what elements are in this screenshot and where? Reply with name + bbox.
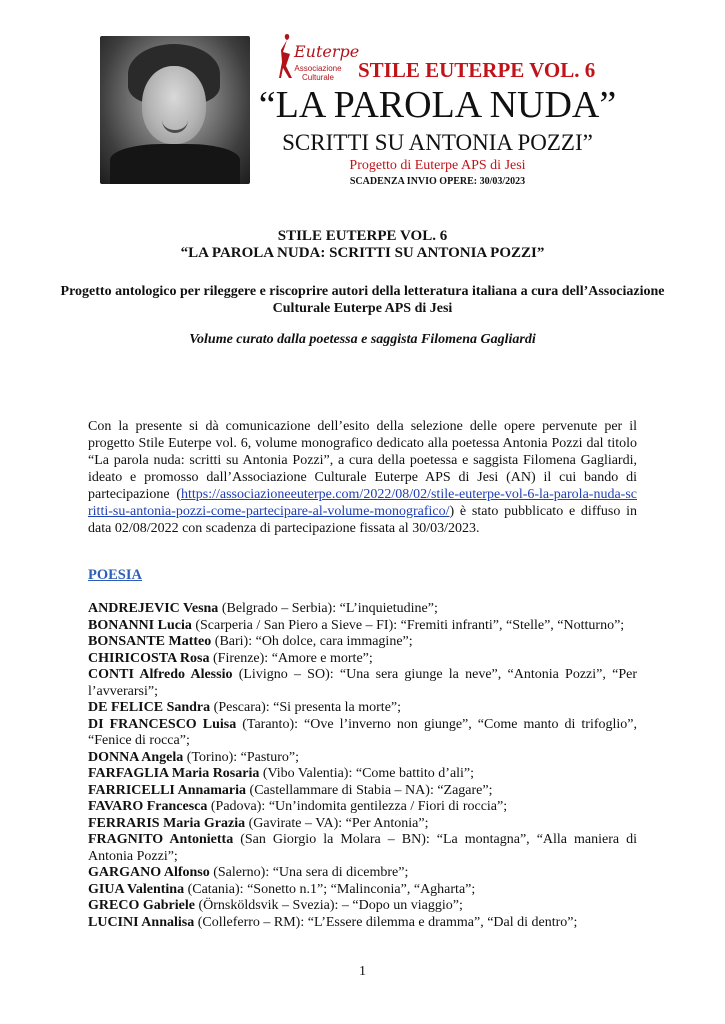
author-name: FARRICELLI Annamaria [88, 782, 247, 798]
author-details: (Catania): “Sonetto n.1”; “Malinconia”, “Agharta”; [184, 881, 476, 897]
photo-coat [110, 144, 240, 184]
author-details: (Salerno): “Una sera di dicembre”; [209, 865, 409, 880]
list-item [88, 898, 637, 915]
banner-volume: STILE EUTERPE VOL. 6 [358, 58, 596, 82]
author-details: (Colleferro – RM): “L’Essere dilemma e dramma”, “Dal di dentro”; [194, 914, 578, 930]
author-name: DE FELICE Sandra [88, 700, 211, 715]
list-item [88, 882, 637, 899]
author-name: GARGANO Alfonso [88, 865, 210, 880]
author-details: (Pescara): “Si presenta la morte”; [210, 700, 402, 715]
author-name: FRAGNITO Antonietta [88, 832, 234, 847]
logo-wordmark: Euterpe [294, 42, 360, 61]
author-name: CONTI Alfredo Alessio [88, 667, 233, 682]
author-name: DONNA Angela [88, 749, 184, 765]
logo-subtitle: Associazione Culturale [294, 64, 342, 82]
list-item [88, 750, 637, 767]
author-name: GRECO Gabriele [88, 898, 195, 913]
banner-project: Progetto di Euterpe APS di Jesi [349, 158, 526, 173]
page-title-line1: STILE EUTERPE VOL. 6 [277, 228, 448, 244]
author-name: ANDREJEVIC Vesna [88, 601, 219, 616]
author-details: (Livigno – SO): “Una sera giunge la neve”, “Antonia Pozzi”, “Per l’avverarsi”; [88, 667, 637, 699]
section-title-poesia: POESIA [88, 567, 142, 583]
list-item [88, 634, 637, 651]
author-details: (Padova): “Un’indomita gentilezza / Fiori di roccia”; [207, 799, 508, 814]
author-details: (Belgrado – Serbia): “L’inquietudine”; [218, 601, 438, 616]
author-name: FERRARIS Maria Grazia [88, 815, 246, 831]
author-name: FAVARO Francesca [88, 799, 208, 814]
author-details: (Gavirate – VA): “Per Antonia”; [245, 815, 429, 831]
intro-paragraph [88, 418, 637, 537]
banner-deadline: SCADENZA INVIO OPERE: 30/03/2023 [349, 176, 526, 187]
list-item [88, 717, 637, 750]
author-name: FARFAGLIA Maria Rosaria [88, 766, 260, 781]
project-description: Progetto antologico per rileggere e riscoprire autori della letteratura italiana a cura dell’Associazione Culturale Euterpe APS di Jesi [60, 284, 665, 316]
intro-text-after: ) è stato pubblicato e diffuso in data 02/08/2022 con scadenza di partecipazione fissata al 30/03/2023. [88, 504, 637, 536]
curator-line: Volume curato dalla poetessa e saggista Filomena Gagliardi [189, 332, 536, 347]
list-item [88, 601, 637, 618]
author-details: (Firenze): “Amore e morte”; [209, 650, 373, 666]
list-item [88, 700, 637, 717]
poetry-list [88, 601, 637, 931]
author-name: GIUA Valentina [88, 881, 185, 897]
intro-text-before: Con la presente si dà comunicazione dell’esito della selezione delle opere pervenute per il progetto Stile Euterpe vol. 6, volume monografico dedicato alla poetessa Antonia Pozzi dal titolo “La parola nuda: scritti su Antonia Pozzi”, a cura della poetessa e saggista Filomena Gagliardi, ideato e promosso dall’Associazione Culturale Euterpe APS di Jesi (AN) il cui bando di partecipazione ( [88, 419, 637, 502]
list-item [88, 799, 637, 816]
author-details: (San Giorgio la Molara – BN): “La montagna”, “Alla maniera di Antonia Pozzi”; [88, 832, 638, 864]
list-item [88, 816, 637, 833]
call-link[interactable]: https://associazioneeuterpe.com/2022/08/02/stile-euterpe-vol-6-la-parola-nuda-scritti-su-antonia-pozzi-come-partecipare-al-volume-monografico/ [88, 487, 637, 519]
author-name: LUCINI Annalisa [88, 914, 195, 930]
list-item [88, 618, 637, 635]
banner-subtitle: SCRITTI SU ANTONIA POZZI” [282, 130, 593, 155]
author-name: BONANNI Lucia [88, 617, 192, 633]
author-details: (Torino): “Pasturo”; [183, 749, 299, 765]
list-item [88, 783, 637, 800]
author-name: DI FRANCESCO Luisa [88, 716, 237, 732]
header-banner [100, 30, 625, 190]
author-details: (Örnsköldsvik – Svezia): – “Dopo un viaggio”; [194, 898, 463, 913]
banner-title: “LA PAROLA NUDA” [258, 84, 617, 126]
list-item [88, 667, 637, 700]
author-details: (Bari): “Oh dolce, cara immagine”; [211, 634, 413, 649]
page-title-line2: “LA PAROLA NUDA: SCRITTI SU ANTONIA POZZI” [180, 245, 545, 261]
list-item [88, 766, 637, 783]
author-details: (Taranto): “Ove l’inverno non giunge”, “Come manto di trifoglio”, “Fenice di rocca”; [88, 716, 638, 748]
author-details: (Vibo Valentia): “Come battito d’ali”; [259, 766, 475, 781]
list-item [88, 832, 637, 865]
list-item [88, 915, 637, 932]
author-details: (Castellammare di Stabia – NA): “Zagare”; [246, 782, 493, 798]
list-item [88, 865, 637, 882]
list-item [88, 651, 637, 668]
author-name: CHIRICOSTA Rosa [88, 650, 210, 666]
author-photo [100, 36, 250, 184]
author-name: BONSANTE Matteo [88, 634, 212, 649]
author-details: (Scarperia / San Piero a Sieve – FI): “Fremiti infranti”, “Stelle”, “Notturno”; [191, 617, 625, 633]
page-number: 1 [359, 964, 366, 979]
